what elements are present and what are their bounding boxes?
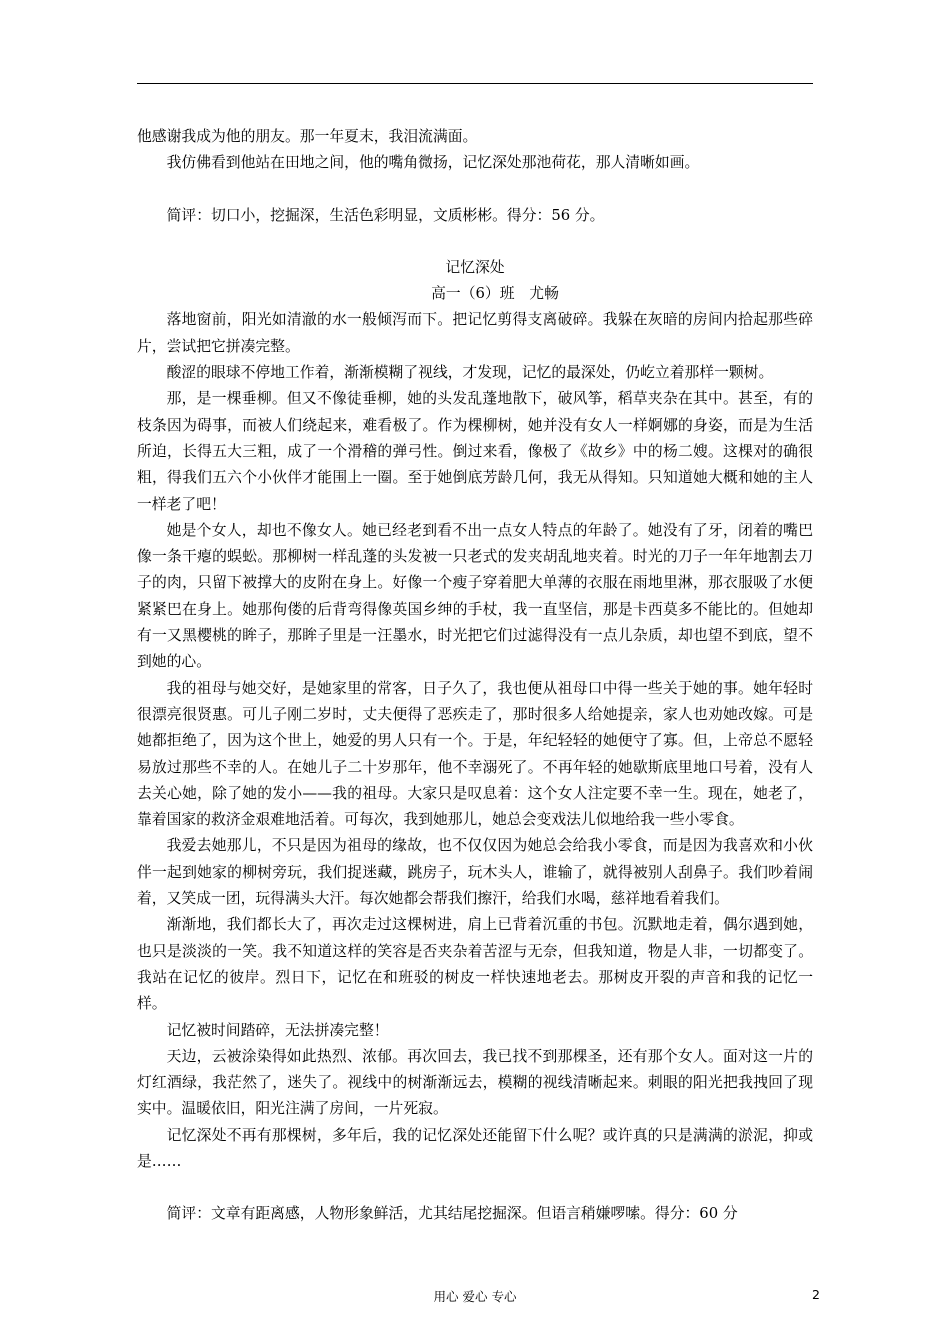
paragraph: 我爱去她那儿，不只是因为祖母的缘故，也不仅仅因为她总会给我小零食，而是因为我喜欢和小伙伴一起到她家的柳树旁玩，我们捉迷藏，跳房子，玩木头人，谁输了，就得被别人刮鼻子。我们吵着闹着，又笑成一团，玩得满头大汗。每次她都会帮我们擦汗，给我们水喝，慈祥地看着我们。 — [137, 837, 813, 908]
paragraph: 酸涩的眼球不停地工作着，渐渐模糊了视线，才发现，记忆的最深处，仍屹立着那样一颗树。 — [166, 364, 774, 382]
page-number: 2 — [812, 1287, 820, 1302]
paragraph: 落地窗前，阳光如清澈的水一般倾泻而下。把记忆剪得支离破碎。我躲在灰暗的房间内拾起那些碎片，尝试把它拼凑完整。 — [137, 311, 813, 355]
paragraph: 他感谢我成为他的朋友。那一年夏末，我泪流满面。 — [137, 128, 478, 145]
essay-title: 记忆深处 — [445, 258, 505, 276]
paragraph: 渐渐地，我们都长大了，再次走过这棵树进，肩上已背着沉重的书包。沉默地走着，偶尔遇到她，也只是淡淡的一笑。我不知道这样的笑容是否夹杂着苦涩与无奈，但我知道，物是人非，一切都变了。我站在记忆的彼岸。烈日下，记忆在和班驳的树皮一样快速地老去。那树皮开裂的声音和我的记忆一样。 — [137, 916, 813, 1013]
paragraph: 那，是一棵垂柳。但又不像徒垂柳，她的头发乱蓬地散下，破风筝，稻草夹杂在其中。甚至，有的枝条因为碍事，而被人们绕起来，难看极了。作为棵柳树，她并没有女人一样婀娜的身姿，而是为生活所迫，长得五大三粗，成了一个滑稽的弹弓性。倒过来看，像极了《故乡》中的杨二嫂。这棵对的确很粗，得我们五六个小伙伴才能围上一圈。至于她倒底芳龄几何，我无从得知。只知道她大概和她的主人一样老了吧！ — [137, 390, 813, 513]
paragraph: 她是个女人，却也不像女人。她已经老到看不出一点女人特点的年龄了。她没有了牙，闭着的嘴巴像一条干瘪的蜈蚣。那柳树一样乱蓬的头发被一只老式的发夹胡乱地夹着。时光的刀子一年年地割去刀子的肉，只留下被撑大的皮附在身上。好像一个瘦子穿着肥大单薄的衣服在雨地里淋，那衣服吸了水便紧紧巴在身上。她那佝偻的后背弯得像英国乡绅的手杖，我一直坚信，那是卡西莫多不能比的。但她却有一又黑樱桃的眸子，那眸子里是一汪墨水，时光把它们过滤得没有一点儿杂质，却也望不到底，望不到她的心。 — [137, 521, 813, 671]
comment: 简评：文章有距离感，人物形象鲜活，尤其结尾挖掘深。但语言稍嫌啰嗦。得分：60 分 — [166, 1205, 738, 1223]
footer-text: 用心 爱心 专心 — [433, 1289, 517, 1304]
paragraph: 记忆被时间踏碎，无法拼凑完整！ — [166, 1021, 389, 1039]
paragraph: 记忆深处不再有那棵树，多年后，我的记忆深处还能留下什么呢？或许真的只是满满的淤泥，抑或是…… — [137, 1126, 813, 1170]
paragraph: 我的祖母与她交好，是她家里的常客，日子久了，我也便从祖母口中得一些关于她的事。她年轻时很漂亮很贤惠。可儿子刚二岁时，丈夫便得了恶疾走了，那时很多人给她提亲，家人也劝她改嫁。可是她都拒绝了，因为这个世上，她爱的男人只有一个。于是，年纪轻轻的她便守了寡。但，上帝总不愿轻易放过那些不幸的人。在她儿子二十岁那年，他不幸溺死了。不再年轻的她歇斯底里地口号着，没有人去关心她，除了她的发小——我的祖母。大家只是叹息着：这个女人注定要不幸一生。现在，她老了，靠着国家的救济金艰难地活着。可每次，我到她那儿，她总会变戏法儿似地给我一些小零食。 — [137, 679, 813, 829]
paragraph: 天边，云被涂染得如此热烈、浓郁。再次回去，我已找不到那棵圣，还有那个女人。面对这一片的灯红酒绿，我茫然了，迷失了。视线中的树渐渐远去，模糊的视线清晰起来。刺眼的阳光把我拽回了现实中。温暖依旧，阳光注满了房间，一片死寂。 — [137, 1047, 813, 1118]
paragraph: 我仿佛看到他站在田地之间，他的嘴角微扬，记忆深处那池荷花，那人清晰如画。 — [166, 154, 700, 172]
header-rule — [137, 83, 813, 84]
essay-byline: 高一（6）班 尤畅 — [431, 285, 559, 303]
document-body — [137, 124, 813, 1228]
comment: 简评：切口小，挖掘深，生活色彩明显，文质彬彬。得分：56 分。 — [166, 206, 605, 224]
